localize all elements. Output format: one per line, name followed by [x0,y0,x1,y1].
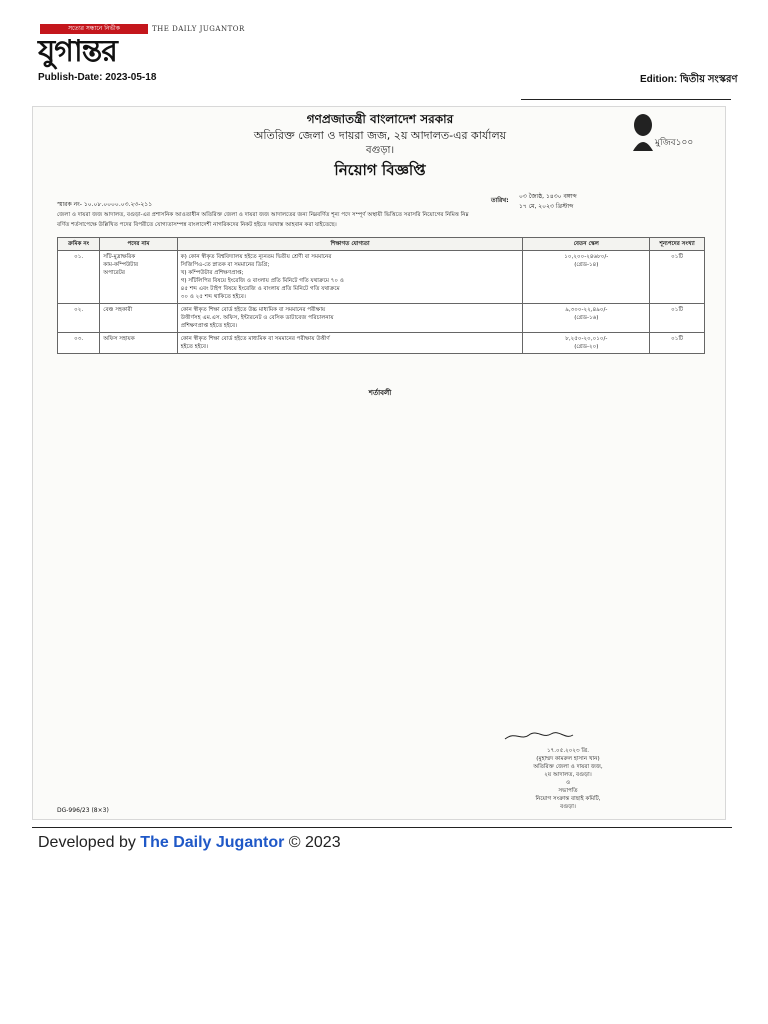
signature-image [499,729,619,743]
footer-divider [32,827,732,828]
pay-scale-line: (গ্রেড-১৬) [574,315,599,321]
edition-label: Edition: দ্বিতীয় সংস্করণ [640,74,738,85]
publish-date: Publish-Date: 2023-05-18 [38,72,157,83]
footer-credit [38,834,341,852]
date-english: ১৭ মে, ২০২৩ খ্রিস্টাব্দ [519,203,574,210]
post-name-line: অফিস সহায়ক [103,336,135,342]
table-row [58,251,705,304]
table-row [58,333,705,354]
pay-scale-line: (গ্রেড-১৪) [574,262,599,268]
cell-qualification [177,304,523,333]
logo-english-name: THE DAILY JUGANTOR [152,25,245,33]
conditions-title: শর্তাবলী [368,389,392,397]
date-label: তারিখ: [491,197,509,204]
cell-serial: ০২. [58,304,100,333]
signatory-designation: ও [565,780,571,786]
qualification-line: ক) কোন স্বীকৃত বিশ্ববিদ্যালয় হইতে ন্যূনতম দ্বিতীয় শ্রেণী বা সমমানের [180,254,332,260]
memo-number: স্মারক নং- ১০.০৮.০০০০.০৩.২৩-২১১ [57,201,153,208]
cell-pay-scale [523,333,650,354]
signature-date: ১৭.০৫.২০২৩ খ্রি. [547,748,589,754]
cell-vacancy-count: ০১টি [650,304,705,333]
column-header-vacancy-count: শূন্যপদের সংখ্যা [650,238,705,251]
signatory-designation: বগুড়া। [560,804,576,810]
ad-reference-code: DG-996/23 (8×3) [57,807,109,814]
svg-text:মুজিব১০০: মুজিব১০০ [655,138,694,148]
cell-post-name [100,333,177,354]
cell-serial: ০৩. [58,333,100,354]
cell-vacancy-count: ০১টি [650,333,705,354]
post-name-line: অপারেটর [103,270,126,276]
cell-qualification [177,333,523,354]
signatory-designation: ২য় আদালত, বগুড়া। [544,772,592,778]
pay-scale-line: ৯,৩০০-২২,৪৯০/- [565,307,608,313]
column-header-qualification: শিক্ষাগত যোগ্যতা [177,238,523,251]
qualification-line: ৩০ ও ২৫ শব্দ থাকিতে হইবে। [180,294,246,300]
date-bangla: ০৩ জ্যৈষ্ঠ, ১৪৩০ বঙ্গাব্দ [519,193,577,200]
footer-suffix: © 2023 [284,834,341,851]
logo-tagline: সত্যের সন্ধানে নির্ভীক [40,24,148,34]
qualification-line: উত্তীর্ণসহ এম.এস. অফিস, ইন্টারনেট ও বেসিক ডাটাবেজ পরিচালনায় [180,315,334,321]
pay-scale-line: ১০,২০০-২৪৬৮০/- [564,254,609,260]
qualification-line: খ) কম্পিউটার প্রশিক্ষণপ্রাপ্ত; [180,270,244,276]
qualification-line: কোন স্বীকৃত শিক্ষা বোর্ড হইতে মাধ্যমিক বা সমমানের পরীক্ষায় উত্তীর্ণ [180,336,330,342]
signatory-name: (মুহাম্মদ কামরুল হাসান খান) [536,756,600,762]
column-header-post: পদের নাম [100,238,177,251]
office-place: বগুড়া। [365,145,395,156]
footer-jugantor-link[interactable]: The Daily Jugantor [140,834,285,851]
table-header-row [58,238,705,251]
jugantor-logo[interactable]: যুগান্তর [38,34,117,69]
cell-pay-scale [523,304,650,333]
government-heading: গণপ্রজাতন্ত্রী বাংলাদেশ সরকার [306,112,454,126]
signatory-designation: নিয়োগ সংক্রান্ত বাছাই কমিটি, [535,796,601,802]
qualification-line: গ) সাঁটলিপির বিষয়ে ইংরেজি ও বাংলায় প্রতি মিনিটে গতি যথাক্রমে ৭০ ও [180,278,344,284]
cell-pay-scale [523,251,650,304]
pay-scale-line: (গ্রেড-২০) [574,344,599,350]
column-header-pay-scale: বেতন স্কেল [523,238,650,251]
qualification-line: প্রশিক্ষণপ্রাপ্ত হইতে হইবে। [180,323,238,329]
post-name-line: বেঞ্চ সহকারী [103,307,133,313]
post-name-line: সাঁট-মুদ্রাক্ষরিক [103,254,136,260]
cell-post-name [100,304,177,333]
cell-qualification [177,251,523,304]
table-row [58,304,705,333]
notice-title: নিয়োগ বিজ্ঞপ্তি [334,161,426,179]
signatory-designation: অতিরিক্ত জেলা ও দায়রা জজ, [533,764,603,770]
cell-post-name [100,251,177,304]
qualification-line: ৪৫ শব্দ এবং টাইপ বিষয়ে ইংরেজি ও বাংলায় প্রতি মিনিটে গতি যথাক্রমে [180,286,340,292]
cell-serial: ০১. [58,251,100,304]
post-name-line: কাম-কম্পিউটার [103,262,139,268]
qualification-line: কোন স্বীকৃত শিক্ষা বোর্ড হইতে উচ্চ মাধ্যমিক বা সমমানের পরীক্ষায় [180,307,326,313]
qualification-line: হইতে হইবে। [180,344,208,350]
mujib-100-logo-icon [629,111,694,157]
office-heading: অতিরিক্ত জেলা ও দায়রা জজ, ২য় আদালত-এর কার্যালয় [253,129,507,142]
notice-image[interactable] [32,106,726,820]
header-divider [521,99,731,100]
intro-text-line: জেলা ও দায়রা জজ আদালত, বগুড়া-এর প্রশাসনিক আওতাধীন অতিরিক্ত জেলা ও দায়রা জজ আদালতের জন্য নিম্নবর্ণিত শূন্য পদে সম্পূর্ণ অস্থায়ী ভিত্তিতে সরাসরি নিয়োগের নিমিত্ত নিম্ন [57,212,469,218]
vacancy-table [57,237,705,354]
signatory-designation: সভাপতি [558,788,578,794]
pay-scale-line: ৮,২৫০-২০,০১০/- [565,336,608,342]
column-header-serial: ক্রমিক নং [58,238,100,251]
footer-prefix: Developed by [38,834,141,851]
intro-text-line: বর্ণিত শর্তসাপেক্ষে উল্লিখিত পদের বিপরীতে যোগ্যতাসম্পন্ন বাংলাদেশী নাগরিকদের নিকট হইতে দরখাস্ত আহবান করা যাইতেছে। [57,222,337,228]
signature-block [483,747,653,811]
cell-vacancy-count: ০১টি [650,251,705,304]
qualification-line: সিজিপিএ-তে স্নাতক বা সমমানের ডিগ্রি; [180,262,270,268]
